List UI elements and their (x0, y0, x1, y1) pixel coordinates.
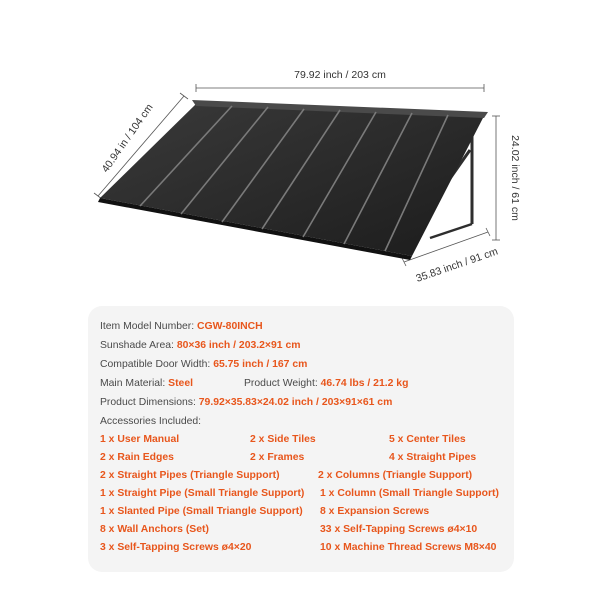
spec-door (100, 358, 307, 372)
accessory-item: 2 x Rain Edges (100, 452, 174, 463)
spec-dims-label: Product Dimensions: (100, 397, 196, 408)
spec-weight-value: 46.74 lbs / 21.2 kg (320, 378, 409, 389)
spec-weight (244, 377, 408, 391)
accessory-item: 5 x Center Tiles (389, 434, 466, 445)
depth-label: 40.94 in / 104 cm (99, 101, 156, 175)
support-label: 35.83 inch / 91 cm (414, 245, 500, 285)
accessory-item: 1 x Column (Small Triangle Support) (320, 488, 499, 499)
spec-dims (100, 396, 392, 410)
accessory-item: 1 x Slanted Pipe (Small Triangle Support) (100, 506, 303, 517)
spec-material (100, 377, 193, 391)
accessory-item: 33 x Self-Tapping Screws ø4×10 (320, 524, 478, 535)
spec-material-label: Main Material: (100, 378, 166, 389)
spec-area (100, 339, 300, 353)
spec-model (100, 320, 263, 334)
spec-door-value: 65.75 inch / 167 cm (213, 359, 308, 370)
accessory-item: 1 x User Manual (100, 434, 180, 445)
accessory-item: 4 x Straight Pipes (389, 452, 477, 463)
width-label: 79.92 inch / 203 cm (294, 69, 386, 81)
accessory-item: 10 x Machine Thread Screws M8×40 (320, 542, 497, 553)
spec-model-label: Item Model Number: (100, 321, 195, 332)
accessory-item: 8 x Wall Anchors (Set) (100, 524, 209, 535)
awning-roof (98, 100, 488, 260)
spec-door-label: Compatible Door Width: (100, 359, 211, 370)
width-dimension-line (196, 84, 484, 92)
height-dimension-line (492, 116, 500, 240)
accessory-item: 2 x Columns (Triangle Support) (318, 470, 473, 481)
accessory-item: 8 x Expansion Screws (320, 506, 430, 517)
accessory-item: 2 x Side Tiles (250, 434, 316, 445)
spec-material-value: Steel (168, 378, 193, 389)
spec-area-label: Sunshade Area: (100, 340, 174, 351)
spec-area-value: 80×36 inch / 203.2×91 cm (176, 340, 301, 351)
spec-model-value: CGW-80INCH (197, 321, 263, 332)
accessories-heading: Accessories Included: (100, 416, 202, 427)
spec-weight-label: Product Weight: (244, 378, 318, 389)
accessory-item: 2 x Frames (250, 452, 305, 463)
height-label: 24.02 inch / 61 cm (509, 135, 521, 221)
accessory-item: 2 x Straight Pipes (Triangle Support) (100, 470, 280, 481)
spec-dims-value: 79.92×35.83×24.02 inch / 203×91×61 cm (198, 397, 393, 408)
accessory-item: 1 x Straight Pipe (Small Triangle Support) (100, 488, 305, 499)
accessory-item: 3 x Self-Tapping Screws ø4×20 (100, 542, 252, 553)
